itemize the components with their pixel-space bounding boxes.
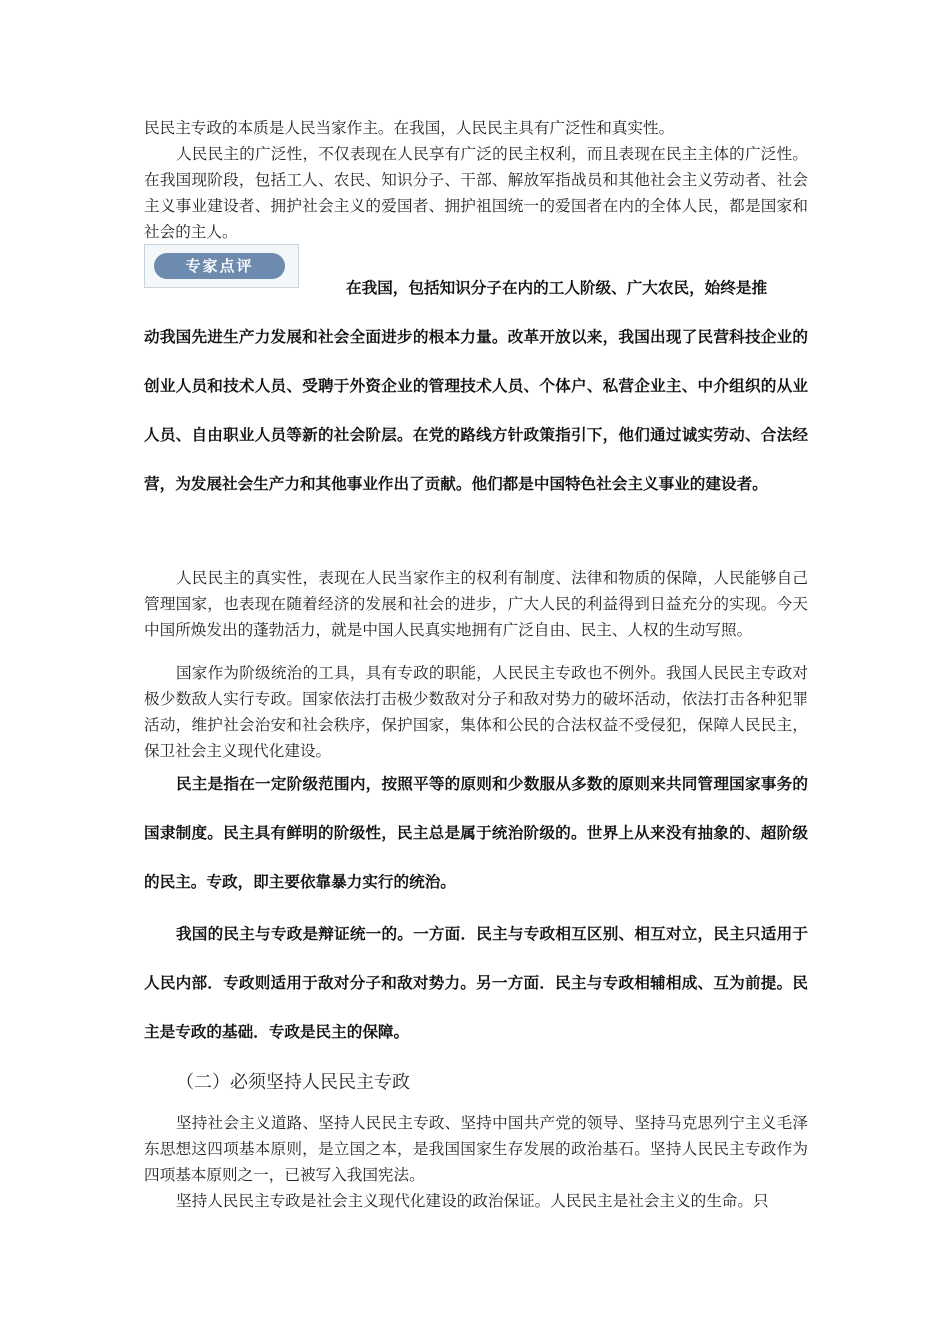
paragraph-dictatorship: 国家作为阶级统治的工具，具有专政的职能，人民民主专政也不例外。我国人民民主专政对极少数敌人实行专政。国家依法打击极少数敌对分子和敌对势力的破坏活动，依法打击各种犯罪活动，维护社会治安和社会秩序，保护国家，集体和公民的合法权益不受侵犯，保障人民民主，保卫社会主义现代化建设。 [144, 664, 808, 760]
expert-comment-first-line: 在我国，包括知识分子在内的工人阶级、广大农民，始终是推 [346, 279, 768, 297]
paragraph-continuation: 民民主专政的本质是人民当家作主。在我国，人民民主具有广泛性和真实性。 [144, 119, 675, 137]
expert-comment-badge: 专家点评 [154, 253, 285, 279]
section-heading: （二）必须坚持人民民主专政 [176, 1072, 410, 1093]
paragraph-political-guarantee: 坚持人民民主专政是社会主义现代化建设的政治保证。人民民主是社会主义的生命。只 [176, 1192, 769, 1210]
sidebar-democracy-definition: 民主是指在一定阶级范围内，按照平等的原则和少数服从多数的原则来共同管理国家事务的国隶制度。民主具有鲜明的阶级性，民主总是属于统治阶级的。世界上从来没有抽象的、超阶级的民主。专政，即主要依靠暴力实行的统治。 [144, 775, 808, 891]
paragraph-four-principles: 坚持社会主义道路、坚持人民民主专政、坚持中国共产党的领导、坚持马克思列宁主义毛泽东思想这四项基本原则，是立国之本，是我国国家生存发展的政治基石。坚持人民民主专政作为四项基本原则之一，已被写入我国宪法。 [144, 1114, 808, 1184]
sidebar-dialectical-unity: 我国的民主与专政是辩证统一的。一方面．民主与专政相互区别、相互对立，民主只适用于人民内部．专政则适用于敌对分子和敌对势力。另一方面．民主与专政相辅相成、互为前提。民主是专政的基础．专政是民主的保障。 [144, 925, 808, 1041]
paragraph-breadth: 人民民主的广泛性，不仅表现在人民享有广泛的民主权利，而且表现在民主主体的广泛性。在我国现阶段，包括工人、农民、知识分子、干部、解放军指战员和其他社会主义劳动者、社会主义事业建设者、拥护社会主义的爱国者、拥护祖国统一的爱国者在内的全体人民，都是国家和社会的主人。 [144, 145, 808, 241]
paragraph-authenticity: 人民民主的真实性，表现在人民当家作主的权利有制度、法律和物质的保障，人民能够自己管理国家，也表现在随着经济的发展和社会的进步，广大人民的利益得到日益充分的实现。今天中国所焕发出的蓬勃活力，就是中国人民真实地拥有广泛自由、民主、人权的生动写照。 [144, 569, 808, 639]
expert-comment-badge-box [144, 244, 299, 288]
expert-comment-text: 动我国先进生产力发展和社会全面进步的根本力量。改革开放以来，我国出现了民营科技企业的创业人员和技术人员、受聘于外资企业的管理技术人员、个体户、私营企业主、中介组织的从业人员、自由职业人员等新的社会阶层。在党的路线方针政策指引下，他们通过诚实劳动、合法经营，为发展社会生产力和其他事业作出了贡献。他们都是中国特色社会主义事业的建设者。 [144, 328, 808, 493]
